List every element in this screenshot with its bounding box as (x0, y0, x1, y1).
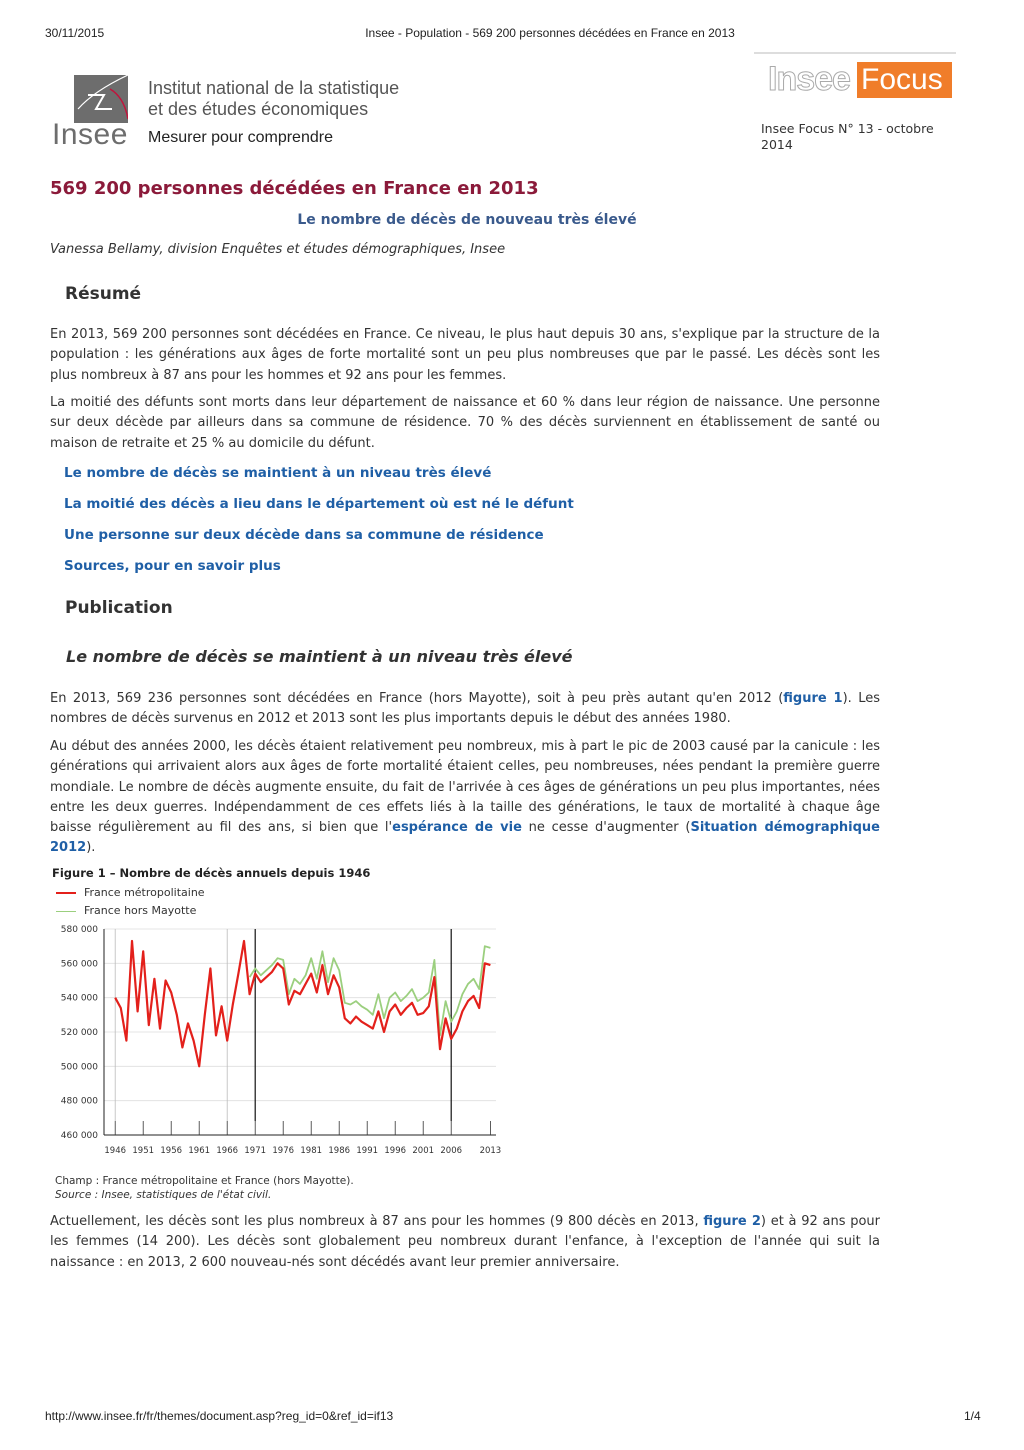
insee-logo-word: Insee (52, 118, 128, 151)
text-run: En 2013, 569 236 personnes sont décédées en France (hors Mayotte), soit à peu près autant qu'en 2012 ( (50, 691, 784, 706)
legend-label-metropole: France métropolitaine (84, 886, 205, 899)
x-tick-label: 1976 (272, 1146, 295, 1156)
x-tick-label: 1981 (300, 1146, 323, 1156)
article-subtitle: Le nombre de décès de nouveau très élevé (297, 212, 637, 228)
article-author: Vanessa Bellamy, division Enquêtes et études démographiques, Insee (50, 242, 506, 257)
logo-tagline: Mesurer pour comprendre (148, 129, 333, 146)
x-tick-label: 1966 (216, 1146, 239, 1156)
insee-focus-logo (754, 52, 956, 114)
x-tick-label: 1986 (328, 1146, 351, 1156)
print-page-number: 1/4 (964, 1409, 981, 1423)
print-page-title: Insee - Population - 569 200 personnes décédées en France en 2013 (365, 26, 735, 40)
x-tick-label: 2006 (440, 1146, 463, 1156)
x-tick-label: 1956 (160, 1146, 183, 1156)
y-tick-label: 520 000 (60, 1028, 98, 1038)
y-tick-label: 580 000 (60, 925, 98, 935)
print-url: http://www.insee.fr/fr/themes/document.asp?reg_id=0&ref_id=if13 (45, 1409, 394, 1423)
text-run: Au début des années 2000, les décès étaient relativement peu nombreux, mis à part le pic de 2003 causé par la canicule : les générations qui arrivaient alors aux âges de forte mortalité étaient celles, peu nombreuses, nées pendant la première guerre mondiale. Le nombre de décès augmente ensuite, du fait de l'arrivée à ces âges de générations un peu plus importantes, nées entre les deux guerres. Indépendamment de ces effets liés à la taille des générations, le taux de mortalité à chaque âge baisse régulièrement au fil des ans, si bien que l' (50, 739, 880, 836)
publication-paragraph-1 (50, 689, 880, 730)
print-date: 30/11/2015 (45, 26, 105, 40)
resume-paragraph-1: En 2013, 569 200 personnes sont décédées en France. Ce niveau, le plus haut depuis 30 ans, s'explique par la structure de la population : les générations aux âges de forte mortalité sont un peu plus nombreuses que par le passé. Les décès sont les plus nombreux à 87 ans pour les hommes et 92 ans pour les femmes. (50, 327, 880, 383)
figure-title: Figure 1 – Nombre de décès annuels depuis 1946 (52, 866, 371, 880)
logo-institute-line1: Institut national de la statistique (148, 78, 400, 98)
demographic-situation-link[interactable]: Situation démographique 2012 (50, 820, 880, 856)
x-tick-label: 2013 (479, 1146, 502, 1156)
x-tick-label: 1971 (244, 1146, 267, 1156)
x-tick-label: 1946 (104, 1146, 127, 1156)
x-tick-label: 2001 (412, 1146, 435, 1156)
x-tick-label: 1951 (132, 1146, 155, 1156)
figure-scope-note: Champ : France métropolitaine et France (hors Mayotte). (55, 1175, 354, 1187)
y-tick-label: 460 000 (60, 1131, 98, 1141)
toc-link-2[interactable]: La moitié des décès a lieu dans le département où est né le défunt (64, 496, 574, 512)
focus-brand-insee: Insee (768, 60, 850, 98)
x-tick-label: 1996 (384, 1146, 407, 1156)
figure-2-link[interactable]: figure 2 (703, 1214, 761, 1229)
publication-paragraph-2 (50, 737, 880, 859)
y-tick-label: 480 000 (60, 1096, 98, 1107)
legend-swatch-metropole (56, 892, 76, 894)
toc-link-3[interactable]: Une personne sur deux décède dans sa commune de résidence (64, 527, 544, 543)
text-run: ). Les nombres de décès survenus en 2012 et 2013 sont les plus importants depuis le début des années 1980. (50, 691, 881, 727)
life-expectancy-link[interactable]: espérance de vie (392, 820, 522, 836)
resume-paragraph-2: La moitié des défunts sont morts dans leur département de naissance et 60 % dans leur région de naissance. Une personne sur deux décède par ailleurs dans sa commune de résidence. 70 % des décès surviennent en établissement de santé ou maison de retraite et 25 % au domicile du défunt. (50, 395, 880, 451)
legend-swatch-hors-mayotte (56, 911, 76, 912)
legend-label-hors-mayotte: France hors Mayotte (84, 904, 197, 917)
publication-paragraph-3 (50, 1212, 880, 1273)
figure-1-link[interactable]: figure 1 (783, 691, 843, 706)
y-tick-label: 560 000 (60, 959, 98, 970)
y-tick-label: 540 000 (60, 993, 98, 1004)
text-run: ) et à 92 ans pour les femmes (14 200). Les décès sont globalement peu nombreux durant l'enfance, à l'exception de l'année qui suit la naissance : en 2013, 2 600 nouveau-nés sont décédés avant leur premier anniversaire. (50, 1214, 880, 1270)
print-footer (0, 1409, 1024, 1429)
toc-link-4[interactable]: Sources, pour en savoir plus (64, 558, 281, 574)
text-run: Actuellement, les décès sont les plus nombreux à 87 ans pour les hommes (9 800 décès en 2013, (50, 1214, 704, 1229)
insee-logo-mark (74, 75, 128, 123)
toc-link-1[interactable]: Le nombre de décès se maintient à un niveau très élevé (64, 465, 492, 481)
x-tick-label: 1961 (188, 1146, 211, 1156)
focus-brand-focus: Focus (857, 62, 952, 98)
y-tick-label: 500 000 (60, 1062, 98, 1073)
publication-subheading: Le nombre de décès se maintient à un niveau très élevé (66, 647, 573, 666)
deaths-line-chart (40, 915, 520, 1165)
publication-heading: Publication (65, 598, 173, 618)
insee-logo[interactable] (52, 72, 432, 162)
resume-heading: Résumé (65, 284, 142, 304)
text-run: ). (86, 840, 96, 856)
focus-issue-number: Insee Focus N° 13 - octobre 2014 (761, 121, 934, 152)
x-tick-label: 1991 (356, 1146, 379, 1156)
logo-institute-line2: et des études économiques (148, 99, 369, 119)
text-run: ne cesse d'augmenter ( (521, 820, 691, 836)
legend-entry-metropole (56, 885, 205, 901)
print-header (0, 26, 1024, 46)
figure-source-note: Source : Insee, statistiques de l'état civil. (55, 1189, 272, 1201)
article-title: 569 200 personnes décédées en France en 2013 (50, 178, 539, 199)
